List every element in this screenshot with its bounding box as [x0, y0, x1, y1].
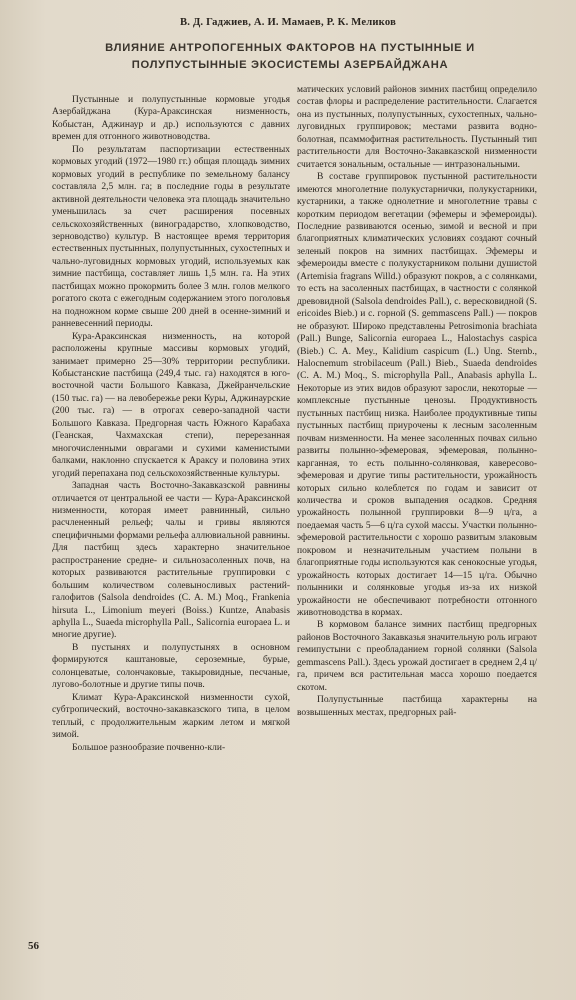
paragraph: Большое разнообразие почвенно-кли- — [72, 742, 226, 753]
paragraph: В составе группировок пустынной растительности имеются многолетние полукустарнички, полукустарники, кустарники, а также однолетние и многолетние травы с коротким периодом вегетации (эфемеры и эфемероиды). Последние развиваются осенью, зимой и весной и при благоприятных климатических условиях создают сочный зеленый покров на зимних пастбищах. Эфемеры и эфемероиды вместе с полукустарником полыни душистой (Artemisia fragrans Willd.) образуют покров, а с солянками, то есть на засоленных пастбищах, в частности с солянкой древовидной (Salsola dendroides Pall.), с. вересковидной (S. ericoides Bieb.) и с. горной (S. gemmascens Pall.) — покров не образуют. Широко представлены Petrosimonia brachiata (Pall.) Bunge, Salicornia europaea L., Halostachys caspica (Bieb.) C. A. Mey., Kalidium caspicum (L.) Ung. Sternb., Halocnemum strobilaceum (Pall.) Bieb., Suaeda dendroides (C. A. M.) Moq., S. microphylla Pall., Anabasis aphylla L. Некоторые из этих видов образуют заросли, некоторые — комплексные пустынные ценозы. Продуктивность пустынных пастбищ низка. Наиболее продуктивные типы пустынных пастбищ приурочены к лесным засоленным почвам низменности. На менее засоленных почвах сильно развиты полынно-эфемеровая, эфемеровая, полынно-карганная, то есть полынно-солянковая, кавересово-эфемеровая и другие типы растительности, урожайность которых сильно колеблется по годам и зависит от количества и сроков выпадения осадков. Средняя урожайность полынной группировки 8—9 ц/га, а поедаемая часть 5—6 ц/га сухой массы. Участки полынно-эфемеровой растительности с хорошо развитым злаковым покровом и незначительным участием полыни в благоприятные годы используются как сенокосные угодья, урожайность которых достигает 14—15 ц/га. Обычно полынники и солянковые угодья из-за их низкой урожайности не обеспечивают потребности отгонного животноводства в кормах. — [297, 172, 537, 619]
paragraph: Западная часть Восточно-Закавказской равнины отличается от центральной ее части — Кура-Араксинской низменности, которая имеет равнинный, сильно расчлененный рельеф; чалы и гривы являются специфичными формами рельефа аллювиальной равнины. Для пастбищ здесь характерно значительное распространение средне- и сильнозасоленных почв, на которых развиваются растительные группировки с большим количеством солевыносливых растений-галофитов (Salsola dendroides (C. A. M.) Moq., Frankenia hirsuta L., Limonium meyeri (Boiss.) Kuntze, Anabasis aphylla L., Suaeda microphylla Pall., Salicornia europaea L. и многие другие). — [52, 481, 290, 641]
paragraph: Полупустынные пастбища характерны на возвышенных местах, предгорных рай- — [297, 695, 537, 718]
paragraph: Климат Кура-Араксинской низменности сухой, субтропический, восточно-закавказского типа, в целом теплый, с продолжительным жарким летом и мягкой зимой. — [52, 692, 290, 741]
paragraph: По результатам паспортизации естественных кормовых угодий (1972—1980 гг.) общая площадь зимних кормовых угодий в республике по земельному балансу составляла 2,5 млн. га; в последние годы в результате активной деятельности человека эта площадь значительно уменьшилась за счет расширения посевных сельскохозяйственных (виноградарство, хлопководство, зерноводство) культур. В настоящее время территория естественных пустынных, полупустынных, сухостепных и чально-луговидных кормовых угодий, используемых как зимние пастбища, составляет лишь 1,5 млн. га. На этих пастбищах можно прокормить более 3 млн. голов мелкого рогатого скота с ежегодным содержанием этого поголовья на подножном корме свыше 200 дней в осенне-зимний и ранневесенний периоды. — [52, 144, 290, 330]
paragraph: Пустынные и полупустынные кормовые угодья Азербайджана (Кура-Араксинская низменность, Кобыстан, Аджинаур и др.) используются с давних времен для отгонного животноводства. — [52, 95, 290, 143]
page-number: 56 — [28, 940, 39, 952]
paragraph: матических условий районов зимних пастбищ определило состав флоры и распределение растительности. Слагается она из пустынных, полупустынных, сухостепных, чально-луговидных группировок; местами развита водно-болотная, псаммофитная растительность. Пустынный тип растительности для Восточно-Закавказской низменности считается зональным, остальные — интразональными. — [297, 85, 537, 170]
article-title: ВЛИЯНИЕ АНТРОПОГЕННЫХ ФАКТОРОВ НА ПУСТЫННЫЕ И ПОЛУПУСТЫННЫЕ ЭКОСИСТЕМЫ АЗЕРБАЙДЖАНА — [105, 42, 475, 71]
article-authors: В. Д. Гаджиев, А. И. Мамаев, Р. К. Меликов — [179, 17, 396, 28]
paragraph: В пустынях и полупустынях в основном формируются каштановые, сероземные, бурые, солонцеватые, солончаковые, такыровидные, песчаные, лугово-болотные и другие типы почв. — [52, 642, 290, 691]
left-column — [52, 94, 290, 754]
right-column — [297, 84, 537, 719]
paragraph: Кура-Араксинская низменность, на которой расположены крупные массивы кормовых угодий, занимает примерно 25—30% территории республики. Кобыстанские пастбища (249,4 тыс. га) находятся в юго-восточной части Большого Кавказа, Джейранчельские (150 тыс. га) — на левобережье реки Куры, Аджинаурские (200 тыс. га) — в отрогах северо-западной части Большого Кавказа. Предгорная часть Южного Карабаха (Геанская, Чахмахская степи), перерезанная многочисленными оврагами и сухими каменистыми балками, наклонно спускается к Араксу и половина этих угодий перепахана под сельскохозяйственные культуры. — [52, 331, 290, 479]
paragraph: В кормовом балансе зимних пастбищ предгорных районов Восточного Закавказья значительную роль играют гемипустыни с преобладанием горной солянки (Salsola gemmascens Pall.). Здесь урожай достигает в среднем 2,4 ц/га, причем вся растительная масса хорошо поедается скотом. — [297, 620, 537, 693]
